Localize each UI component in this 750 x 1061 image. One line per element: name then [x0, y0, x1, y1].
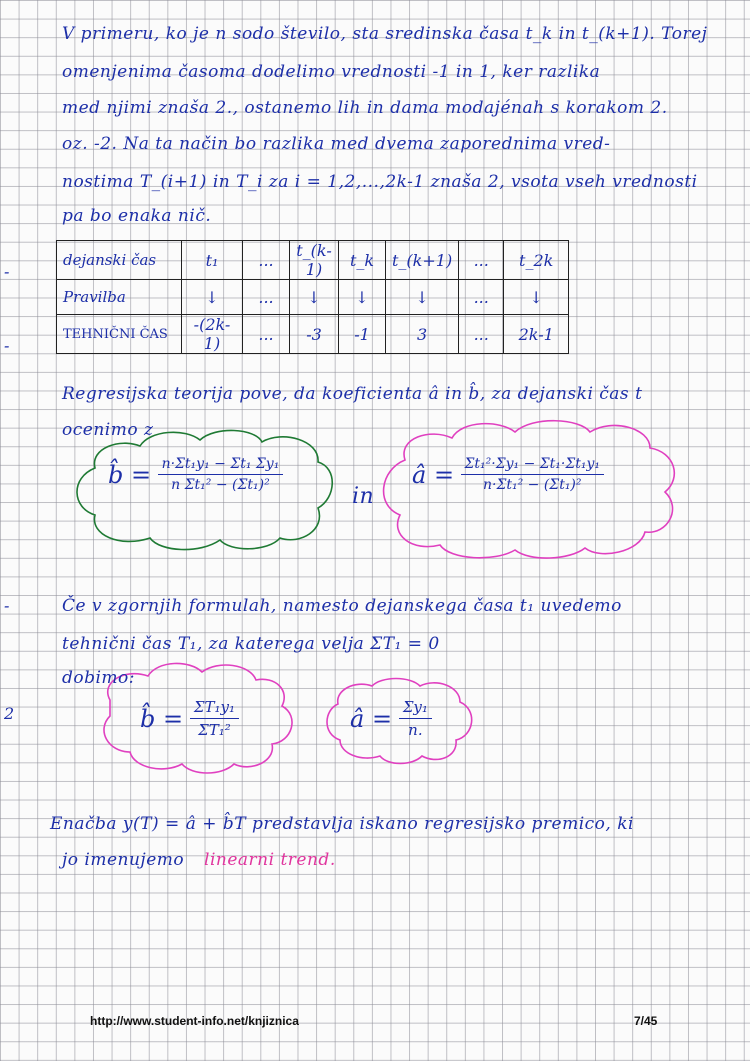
table-row — [57, 315, 569, 354]
formula-a-full — [412, 456, 604, 493]
text-line: nostima T_(i+1) in T_i za i = 1,2,...,2k-1 znaša 2, vsota vseh vrednosti — [62, 172, 698, 192]
table-cell: ... — [243, 315, 290, 354]
text-line: oz. -2. Na ta način bo razlika med dvema zaporednima vred- — [62, 134, 611, 154]
fraction-denominator: n. — [408, 721, 423, 739]
table-cell: -3 — [290, 315, 339, 354]
table-cell: ... — [459, 241, 504, 280]
table-cell: ... — [459, 315, 504, 354]
highlighted-term: linearni trend. — [204, 850, 336, 870]
formula-lhs: â = — [350, 704, 393, 733]
page-number: 7/45 — [634, 1014, 658, 1028]
margin-mark: - — [4, 262, 10, 281]
table-row — [57, 280, 569, 315]
text-line: dobimo: — [62, 668, 136, 688]
arrow-down-icon: ↓ — [339, 280, 386, 315]
row-label: TEHNIČNI ČAS — [57, 315, 182, 354]
fraction — [190, 698, 239, 739]
table-cell: ... — [459, 280, 504, 315]
table-cell: -(2k-1) — [182, 315, 243, 354]
arrow-down-icon: ↓ — [182, 280, 243, 315]
table-cell: t_k — [339, 241, 386, 280]
margin-mark: 2 — [4, 704, 15, 723]
footer-url: http://www.student-info.net/knjiznica — [90, 1014, 299, 1028]
table-cell: ... — [243, 241, 290, 280]
fraction-denominator: n Σt₁² − (Σt₁)² — [171, 477, 270, 493]
fraction — [399, 698, 432, 739]
table-cell: 3 — [386, 315, 459, 354]
fraction-denominator: n·Σt₁² − (Σt₁)² — [482, 477, 582, 493]
formula-lhs: b̂ = — [108, 460, 152, 489]
time-coding-table — [56, 240, 569, 354]
table-cell: t_(k+1) — [386, 241, 459, 280]
connector-word: in — [352, 484, 375, 509]
fraction-numerator: ΣT₁y₁ — [190, 698, 239, 719]
fraction-numerator: n·Σt₁y₁ − Σt₁ Σy₁ — [158, 456, 284, 475]
fraction-numerator: Σt₁²·Σy₁ − Σt₁·Σt₁y₁ — [461, 456, 605, 475]
row-label: Pravilba — [57, 280, 182, 315]
text-line: Enačba y(T) = â + b̂T predstavlja iskano regresijsko premico, ki — [50, 814, 634, 834]
margin-mark: - — [4, 336, 10, 355]
margin-mark: - — [4, 596, 10, 615]
table-cell: t_(k-1) — [290, 241, 339, 280]
row-label: dejanski čas — [57, 241, 182, 280]
table-cell: t_2k — [504, 241, 569, 280]
text-line: tehnični čas T₁, za katerega velja ΣT₁ = 0 — [62, 634, 440, 654]
fraction-denominator: ΣT₁² — [198, 721, 231, 739]
formula-lhs: â = — [412, 460, 455, 489]
text-line: Regresijska teorija pove, da koeficienta â in b̂, za dejanski čas t — [62, 384, 643, 404]
fraction-numerator: Σy₁ — [399, 698, 432, 719]
text-line: med njimi znaša 2., ostanemo lih in dama modajénah s korakom 2. — [62, 98, 668, 118]
arrow-down-icon: ↓ — [290, 280, 339, 315]
fraction — [158, 456, 284, 493]
text-fragment: jo imenujemo — [62, 850, 185, 870]
table-cell: t₁ — [182, 241, 243, 280]
table-cell: -1 — [339, 315, 386, 354]
text-line: Če v zgornjih formulah, namesto dejanskega časa t₁ uvedemo — [62, 596, 622, 616]
text-line — [62, 850, 336, 870]
arrow-down-icon: ↓ — [386, 280, 459, 315]
text-line: pa bo enaka nič. — [62, 206, 212, 226]
formula-b-simple — [140, 698, 239, 739]
arrow-down-icon: ↓ — [504, 280, 569, 315]
fraction — [461, 456, 605, 493]
table-cell: ... — [243, 280, 290, 315]
formula-lhs: b̂ = — [140, 704, 184, 733]
table-row — [57, 241, 569, 280]
formula-b-full — [108, 456, 283, 493]
table-cell: 2k-1 — [504, 315, 569, 354]
text-line: ocenimo z — [62, 420, 154, 440]
text-line: V primeru, ko je n sodo število, sta sredinska časa t_k in t_(k+1). Torej — [62, 24, 708, 44]
formula-a-simple — [350, 698, 432, 739]
text-line: omenjenima časoma dodelimo vrednosti -1 in 1, ker razlika — [62, 62, 601, 82]
